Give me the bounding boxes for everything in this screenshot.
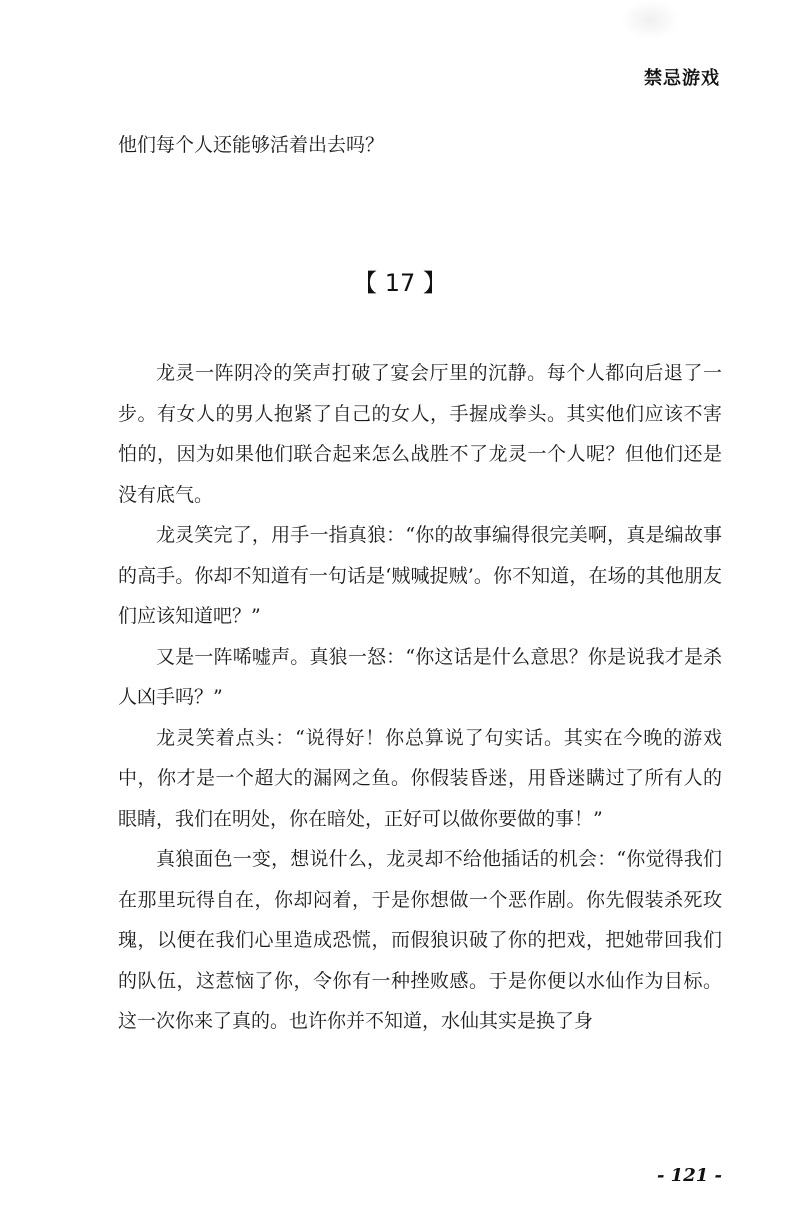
body-text [118, 353, 722, 1042]
page-number: - 121 - [656, 1165, 722, 1186]
paragraph-2: 龙灵笑完了，用手一指真狼：“你的故事编得很完美啊，真是编故事的高手。你却不知道有一句话是‘贼喊捉贼’。你不知道，在场的其他朋友们应该知道吧？” [118, 524, 722, 627]
chapter-section-number: 【 17 】 [353, 269, 447, 297]
running-header-title: 禁忌游戏 [644, 68, 720, 89]
paragraph-4: 龙灵笑着点头：“说得好！你总算说了句实话。其实在今晚的游戏中，你才是一个超大的漏网之鱼。你假装昏迷，用昏迷瞒过了所有人的眼睛，我们在明处，你在暗处，正好可以做你要做的事！” [118, 726, 722, 830]
paragraph-5: 真狼面色一变，想说什么，龙灵却不给他插话的机会：“你觉得我们在那里玩得自在，你却闷着，于是你想做一个恶作剧。你先假装杀死玫瑰，以便在我们心里造成恐慌，而假狼识破了你的把戏，把她带回我们的队伍，这惹恼了你，令你有一种挫败感。于是你便以水仙作为目标。这一次你来了真的。也许你并不知道，水仙其实是换了身 [118, 848, 722, 1032]
paragraph-3: 又是一阵唏嘘声。真狼一怒：“你这话是什么意思？你是说我才是杀人凶手吗？” [118, 645, 722, 708]
lead-line: 他们每个人还能够活着出去吗？ [118, 134, 385, 156]
paragraph-1: 龙灵一阵阴冷的笑声打破了宴会厅里的沉静。每个人都向后退了一步。有女人的男人抱紧了自己的女人，手握成拳头。其实他们应该不害怕的，因为如果他们联合起来怎么战胜不了龙灵一个人呢？但他们还是没有底气。 [118, 362, 722, 506]
scan-smudge [620, 0, 680, 40]
